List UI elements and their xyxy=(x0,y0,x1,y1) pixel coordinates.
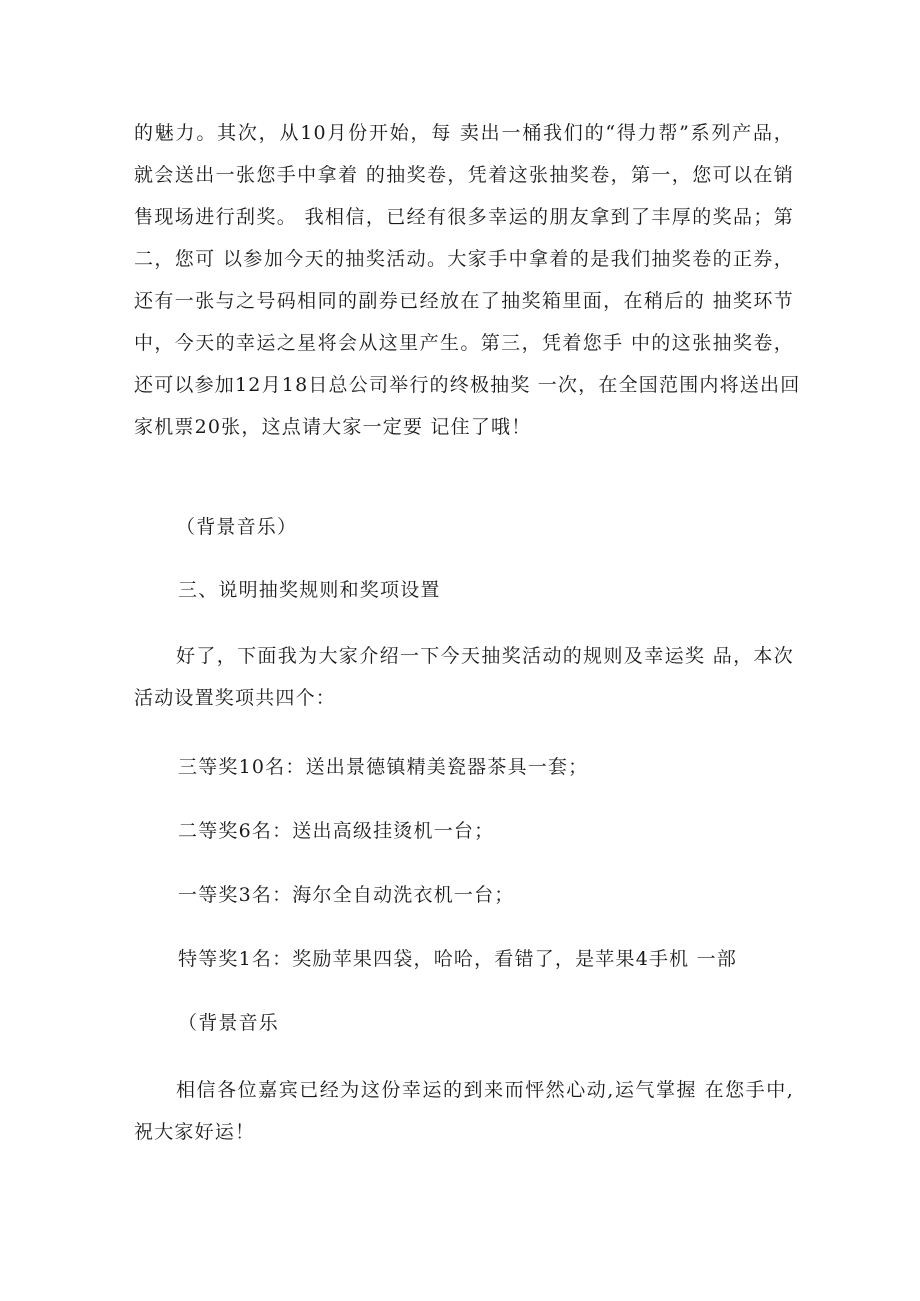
paragraph-prize-intro xyxy=(134,635,794,719)
background-music-note: （背景音乐） xyxy=(176,516,298,538)
prize-grand: 特等奖1名：奖励苹果四袋，哈哈，看错了，是苹果4手机 一部 xyxy=(178,948,738,970)
text-line: 二，您可 以参加今天的抽奖活动。大家手中拿着的是我们抽奖卷的正券， xyxy=(134,248,794,270)
text-line: 好了，下面我为大家介绍一下今天抽奖活动的规则及幸运奖 品，本次 xyxy=(176,645,794,667)
text-line: 还有一张与之号码相同的副券已经放在了抽奖箱里面，在稍后的 抽奖环节 xyxy=(134,290,794,312)
text-line: 祝大家好运！ xyxy=(134,1121,256,1143)
section-heading: 三、说明抽奖规则和奖项设置 xyxy=(178,579,441,601)
text-line: 中，今天的幸运之星将会从这里产生。第三，凭着您手 中的这张抽奖卷， xyxy=(134,332,794,354)
text-line: 相信各位嘉宾已经为这份幸运的到来而怦然心动,运气掌握 在您手中, xyxy=(176,1079,794,1101)
prize-first: 一等奖3名：海尔全自动洗衣机一台； xyxy=(178,884,515,906)
paragraph-closing xyxy=(134,1069,794,1153)
prize-second: 二等奖6名：送出高级挂烫机一台； xyxy=(178,820,495,842)
text-line: 活动设置奖项共四个： xyxy=(134,687,337,709)
prize-third: 三等奖10名：送出景德镇精美瓷器茶具一套； xyxy=(178,756,589,778)
text-line: 售现场进行刮奖。 我相信，已经有很多幸运的朋友拿到了丰厚的奖品；第 xyxy=(134,206,794,228)
text-line: 的魅力。其次，从10月份开始，每 卖出一桶我们的“得力帮”系列产品， xyxy=(134,122,794,144)
background-music-note: （背景音乐 xyxy=(178,1012,280,1034)
paragraph-lottery-intro xyxy=(134,112,801,448)
text-line: 还可以参加12月18日总公司举行的终极抽奖 一次，在全国范围内将送出回 xyxy=(134,374,801,396)
text-line: 就会送出一张您手中拿着 的抽奖卷，凭着这张抽奖卷，第一，您可以在销 xyxy=(134,164,794,186)
text-line: 家机票20张，这点请大家一定要 记住了哦！ xyxy=(134,416,532,438)
